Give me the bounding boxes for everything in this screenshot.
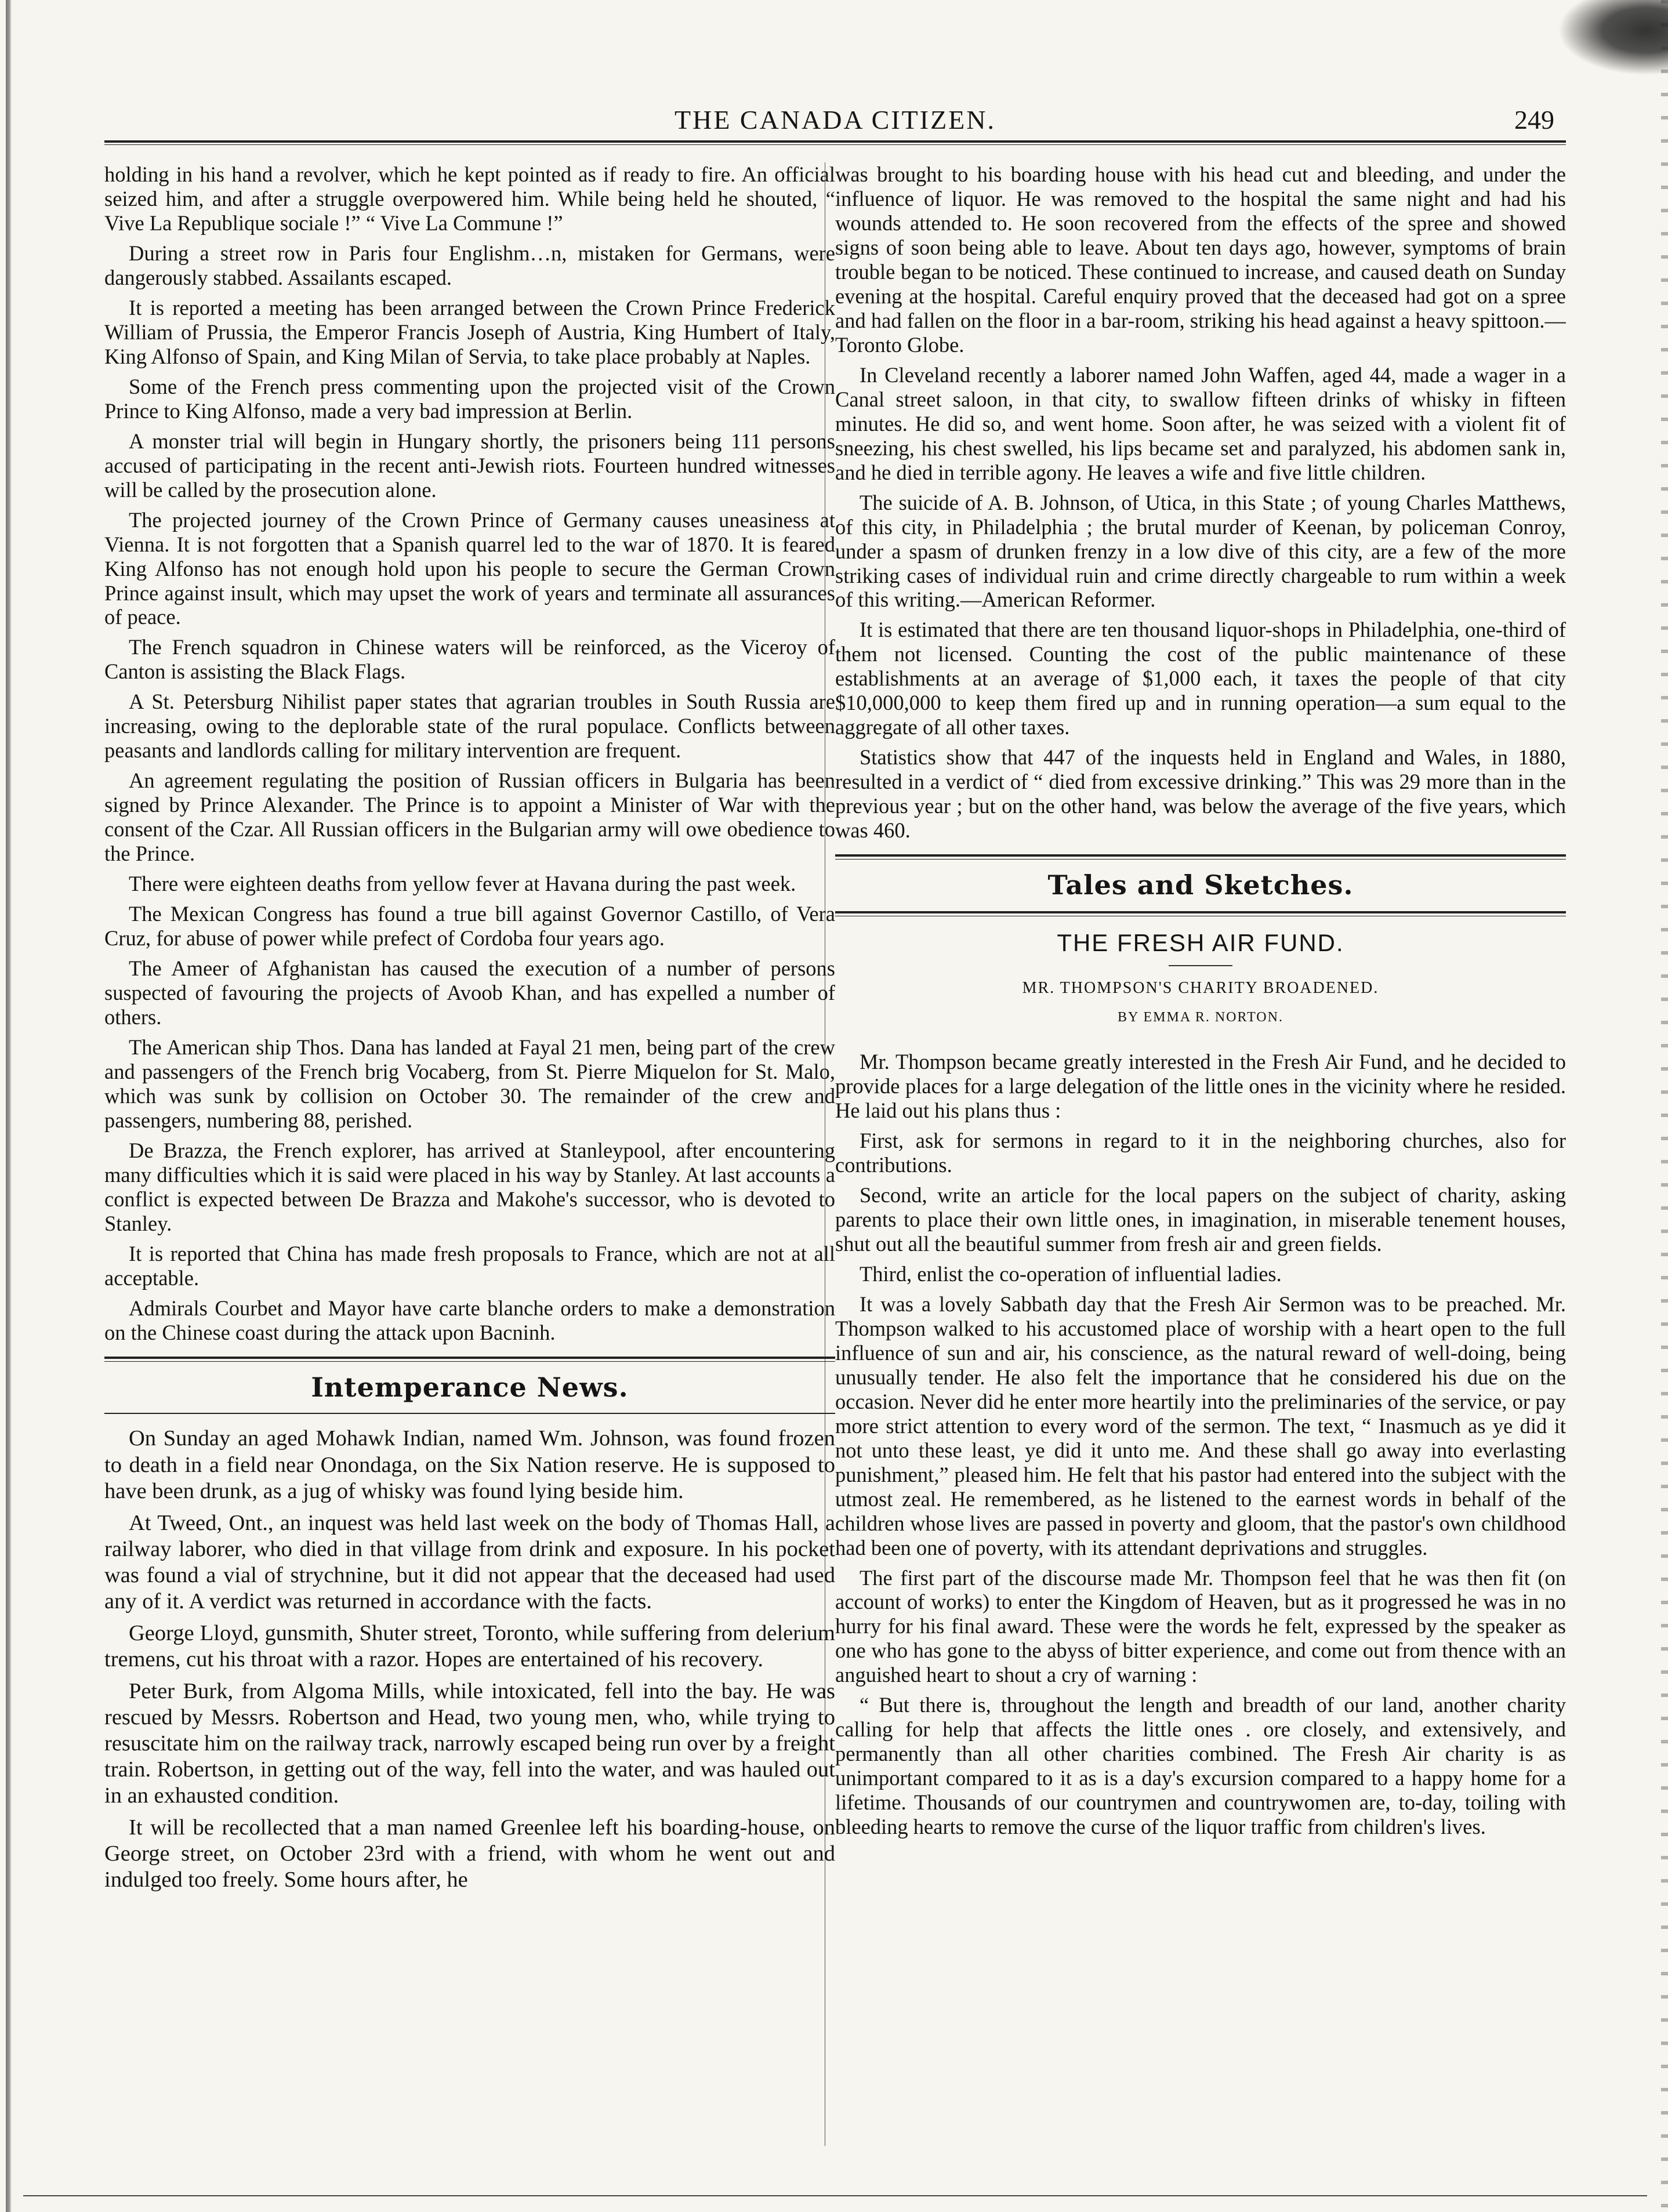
tales-and-sketches-heading: Tales and Sketches. — [1047, 869, 1354, 901]
story-body — [835, 1050, 1566, 1839]
news-paragraph: On Sunday an aged Mohawk Indian, named Wm. Johnson, was found frozen to death in a field near Onondaga, on the Six Nation reserve. He is supposed to have been drunk, as a jug of whisky was found lying beside him. — [104, 1426, 835, 1503]
news-paragraph: George Lloyd, gunsmith, Shuter street, Toronto, while suffering from delerium tremens, cut his throat with a razor. Hopes are entertained of his recovery. — [104, 1620, 835, 1671]
news-paragraph: Some of the French press commenting upon the projected visit of the Crown Prince to King Alfonso, made a very bad impression at Berlin. — [104, 374, 835, 423]
news-paragraph: It will be recollected that a man named Greenlee left his boarding-house, on George street, on October 23rd with a friend, with whom he went out and indulged too freely. Some hours after, he — [104, 1815, 835, 1892]
news-paragraph: The French squadron in Chinese waters will be reinforced, as the Viceroy of Canton is assisting the Black Flags. — [104, 635, 835, 684]
story-paragraph: First, ask for sermons in regard to it in the neighboring churches, also for contributions. — [835, 1129, 1566, 1177]
masthead — [104, 104, 1566, 145]
news-paragraph: The suicide of A. B. Johnson, of Utica, in this State ; of young Charles Matthews, of this city, in Philadelphia ; the brutal murder of Keenan, by policeman Conroy, under a spasm of drunken frenzy in a low dive of this city, are a few of the more striking cases of individual ruin and crime directly chargeable to rum within a week of this writing.—American Reformer. — [835, 490, 1566, 612]
news-paragraph: holding in his hand a revolver, which he kept pointed as if ready to fire. An official seized him, and after a struggle overpowered him. While being held he shouted, “ Vive La Republique sociale !” “ Vive La Commune !” — [104, 162, 835, 235]
masthead-rule — [104, 140, 1566, 145]
newspaper-title: THE CANADA CITIZEN. — [675, 105, 996, 135]
right-column — [835, 162, 1566, 2146]
news-paragraph: Statistics show that 447 of the inquests held in England and Wales, in 1880, resulted in a verdict of “ died from excessive drinking.” This was 29 more than in the previous year ; but on the other hand, was below the average of the five years, which was 460. — [835, 745, 1566, 843]
news-paragraph: It is estimated that there are ten thousand liquor-shops in Philadelphia, one-third of them not licensed. Counting the cost of the public maintenance of these establishments at an average of $1,000 each, it taxes the people of that city $10,000,000 to keep them fired up and in running operation—a sum equal to the aggregate of all other taxes. — [835, 618, 1566, 739]
section-rule — [104, 1357, 835, 1362]
story-paragraph: Mr. Thompson became greatly interested in the Fresh Air Fund, and he decided to provide places for a large delegation of the little ones in the vicinity where he resided. He laid out his plans thus : — [835, 1050, 1566, 1123]
left-column — [104, 162, 835, 2146]
intemperance-news — [104, 1426, 835, 1893]
story-paragraph: “ But there is, throughout the length and breadth of our land, another charity calling for help that affects the little ones . ore closely, and extensively, and permanently than all other charities combined. The Fresh Air charity is as unimportant compared to it as is a day's excursion compared to a happy home for a lifetime. Thousands of our countrymen and countrywomen are, to-day, toiling with bleeding hearts to remove the curse of the liquor traffic from children's lives. — [835, 1693, 1566, 1839]
ink-blot — [1558, 0, 1668, 75]
page-bottom-rule — [23, 2195, 1647, 2196]
news-paragraph: A St. Petersburg Nihilist paper states that agrarian troubles in South Russia are increasing, owing to the deplorable state of the rural populace. Conflicts between peasants and landlords calling for military intervention are frequent. — [104, 690, 835, 763]
story-paragraph: Third, enlist the co-operation of influential ladies. — [860, 1261, 1282, 1286]
story-subtitle: MR. THOMPSON'S CHARITY BROADENED. — [1022, 979, 1379, 998]
news-paragraph: De Brazza, the French explorer, has arrived at Stanleypool, after encountering many difficulties which it is said were placed in his way by Stanley. At last accounts a conflict is expected between De Brazza and Makohe's successor, who is devoted to Stanley. — [104, 1138, 835, 1235]
intemperance-news-heading: Intemperance News. — [311, 1371, 629, 1403]
news-paragraph: It is reported that China has made fresh proposals to France, which are not at all acceptable. — [104, 1241, 835, 1290]
story-paragraph: It was a lovely Sabbath day that the Fresh Air Sermon was to be preached. Mr. Thompson walked to his accustomed place of worship with a heart open to the full influence of sun and air, his conscience, as the natural reward of well-doing, being unusually tender. He also felt the importance that he considered his due on the occasion. Never did he enter more heartily into the preliminaries of the service, or pay more strict attention to every word of the sermon. The text, “ Inasmuch as ye did it not unto these least, ye did it unto me. And these shall go away into everlasting punishment,” pleased him. He felt that his pastor had entered into the subject with the utmost zeal. He remembered, as he listened to the earnest words in behalf of the children whose lives are passed in poverty and gloom, that the pastor's own childhood had been one of poverty, with its attendant deprivations and struggles. — [835, 1292, 1566, 1560]
page-number: 249 — [1514, 105, 1554, 135]
news-paragraph: The Ameer of Afghanistan has caused the execution of a number of persons suspected of favouring the projects of Avoob Khan, and has expelled a number of others. — [104, 956, 835, 1029]
story-byline: BY EMMA R. NORTON. — [1118, 1009, 1283, 1025]
news-paragraph: It is reported a meeting has been arranged between the Crown Prince Frederick William of Prussia, the Emperor Francis Joseph of Austria, King Humbert of Italy, King Alfonso of Spain, and King Milan of Servia, to take place probably at Naples. — [104, 295, 835, 368]
heading-rule — [835, 911, 1566, 916]
news-paragraph: In Cleveland recently a laborer named John Waffen, aged 44, made a wager in a Canal street saloon, in that city, to swallow fifteen drinks of whisky in fifteen minutes. He did so, and went home. Soon after, he was seized with a violent fit of sneezing, his chest swelled, his lips became set and paralyzed, his abdomen sank in, and he died in terrible agony. He leaves a wife and five little children. — [835, 362, 1566, 484]
heading-rule — [104, 1413, 835, 1414]
news-paragraph: Admirals Courbet and Mayor have carte blanche orders to make a demonstration on the Chinese coast during the attack upon Bacninh. — [104, 1296, 835, 1344]
news-paragraph: The Mexican Congress has found a true bill against Governor Castillo, of Vera Cruz, for abuse of power while prefect of Cordoba four years ago. — [104, 902, 835, 951]
story-title: THE FRESH AIR FUND. — [1057, 929, 1344, 957]
scan-right-edge — [1661, 0, 1668, 2212]
news-paragraph: Peter Burk, from Algoma Mills, while intoxicated, fell into the bay. He was rescued by Messrs. Robertson and Head, two young men, who, while trying to resuscitate him on the railway track, narrowly escaped being run over by a freight train. Robertson, in getting out of the way, fell into the water, and was hauled out in an exhausted condition. — [104, 1678, 835, 1808]
news-paragraph: An agreement regulating the position of Russian officers in Bulgaria has been signed by Prince Alexander. The Prince is to appoint a Minister of War with the consent of the Czar. All Russian officers in the Bulgarian army will owe obedience to the Prince. — [104, 768, 835, 866]
news-paragraph: The projected journey of the Crown Prince of Germany causes uneasiness at Vienna. It is not forgotten that a Spanish quarrel led to the war of 1870. It is feared King Alfonso has not enough hold upon his people to secure the German Crown Prince against insult, which may upset the work of years and terminate all assurances of peace. — [104, 507, 835, 629]
news-paragraph: There were eighteen deaths from yellow fever at Havana during the past week. — [129, 872, 796, 896]
story-paragraph: The first part of the discourse made Mr. Thompson feel that he was then fit (on account of works) to enter the Kingdom of Heaven, but as it progressed he was in no hurry for his final award. These were the words he felt, expressed by the speaker as one who has gone to the abyss of bitter experience, and come out from thence with an anguished heart to shout a cry of warning : — [835, 1565, 1566, 1687]
news-paragraph: During a street row in Paris four Englishm…n, mistaken for Germans, were dangerously stabbed. Assailants escaped. — [104, 241, 835, 289]
scan-left-edge — [6, 0, 12, 2212]
news-paragraph: A monster trial will begin in Hungary shortly, the prisoners being 111 persons accused of participating in the recent anti-Jewish riots. Fourteen hundred witnesses will be called by the prosecution alone. — [104, 429, 835, 502]
intemperance-continued — [835, 162, 1566, 843]
foreign-news — [104, 162, 835, 1345]
news-paragraph: The American ship Thos. Dana has landed at Fayal 21 men, being part of the crew and passengers of the French brig Vocaberg, from St. Pierre Miquelon for St. Malo, which was sunk by collision on October 30. The remainder of the crew and passengers, numbering 88, perished. — [104, 1035, 835, 1132]
news-paragraph: was brought to his boarding house with his head cut and bleeding, and under the influence of liquor. He was removed to the hospital the same night and had his wounds attended to. He soon recovered from the effects of the spree and showed signs of soon being able to leave. About ten days ago, however, symptoms of brain trouble began to be noticed. These continued to increase, and caused death on Sunday evening at the hospital. Careful enquiry proved that the deceased had got on a spree and had fallen on the floor in a bar-room, striking his head against a heavy spittoon.—Toronto Globe. — [835, 162, 1566, 357]
section-rule — [835, 854, 1566, 860]
title-rule — [1169, 965, 1232, 966]
news-paragraph: At Tweed, Ont., an inquest was held last week on the body of Thomas Hall, a railway laborer, who died in that village from drink and exposure. In his pocket was found a vial of strychnine, but it did not appear that the deceased had used any of it. A verdict was returned in accordance with the facts. — [104, 1510, 835, 1613]
story-paragraph: Second, write an article for the local papers on the subject of charity, asking parents to place their own little ones, in imagination, in miserable tenement houses, shut out all the beautiful summer from fresh air and green fields. — [835, 1183, 1566, 1256]
